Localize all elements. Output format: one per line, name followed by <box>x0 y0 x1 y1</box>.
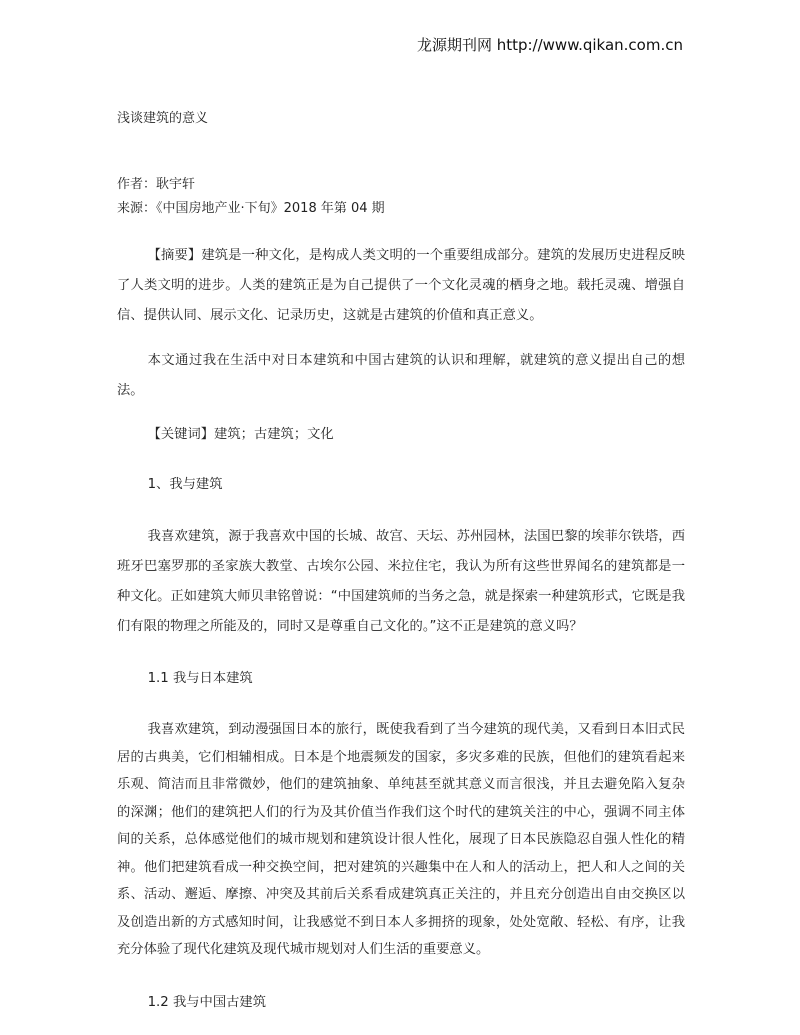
keywords-line: 【关键词】建筑；古建筑；文化 <box>147 427 334 442</box>
abstract-paragraph-2: 本文通过我在生活中对日本建筑和中国古建筑的认识和理解，就建筑的意义提出自己的想法。 <box>117 353 685 398</box>
section-heading-1-1: 1.1 我与日本建筑 <box>147 671 253 686</box>
section-heading-1: 1、我与建筑 <box>147 477 223 492</box>
abstract-paragraph: 【摘要】建筑是一种文化，是构成人类文明的一个重要组成部分。建筑的发展历史进程反映了人类文明的进步。人类的建筑正是为自己提供了一个文化灵魂的栖身之地。载托灵魂、增强自信、提供认同、展示文化、记录历史，这就是古建筑的价值和真正意义。 <box>117 248 685 323</box>
article-title: 浅谈建筑的意义 <box>117 111 209 126</box>
article-source: 来源：《中国房地产业·下旬》2018 年第 04 期 <box>117 201 385 216</box>
article-body <box>117 241 685 1018</box>
page-header-site[interactable]: 龙源期刊网 http://www.qikan.com.cn <box>416 36 683 54</box>
section-heading-1-2: 1.2 我与中国古建筑 <box>147 994 267 1010</box>
section-1-paragraph: 我喜欢建筑，源于我喜欢中国的长城、故宫、天坛、苏州园林，法国巴黎的埃菲尔铁塔，西班牙巴塞罗那的圣家族大教堂、古埃尔公园、米拉住宅，我认为所有这些世界闻名的建筑都是一种文化。正如建筑大师贝聿铭曾说：“中国建筑师的当务之急，就是探索一种建筑形式，它既是我们有限的物理之所能及的，同时又是尊重自己文化的。”这不正是建筑的意义吗？ <box>117 529 685 634</box>
section-1-1-paragraph: 我喜欢建筑，到动漫强国日本的旅行，既使我看到了当今建筑的现代美，又看到日本旧式民居的古典美，它们相辅相成。日本是个地震频发的国家，多灾多难的民族，但他们的建筑看起来乐观、简洁而且非常微妙，他们的建筑抽象、单纯甚至就其意义而言很浅，并且去避免陷入复杂的深渊；他们的建筑把人们的行为及其价值当作我们这个时代的建筑关注的中心，强调不同主体间的关系，总体感觉他们的城市规划和建筑设计很人性化，展现了日本民族隐忍自强人性化的精神。他们把建筑看成一种交换空间，把对建筑的兴趣集中在人和人的活动上，把人和人之间的关系、活动、邂逅、摩擦、冲突及其前后关系看成建筑真正关注的，并且充分创造出自由交换区以及创造出新的方式感知时间，让我感觉不到日本人多拥挤的现象，处处宽敞、轻松、有序，让我充分体验了现代化建筑及现代城市规划对人们生活的重要意义。 <box>117 722 685 957</box>
article-author: 作者：耿宇轩 <box>117 177 196 192</box>
